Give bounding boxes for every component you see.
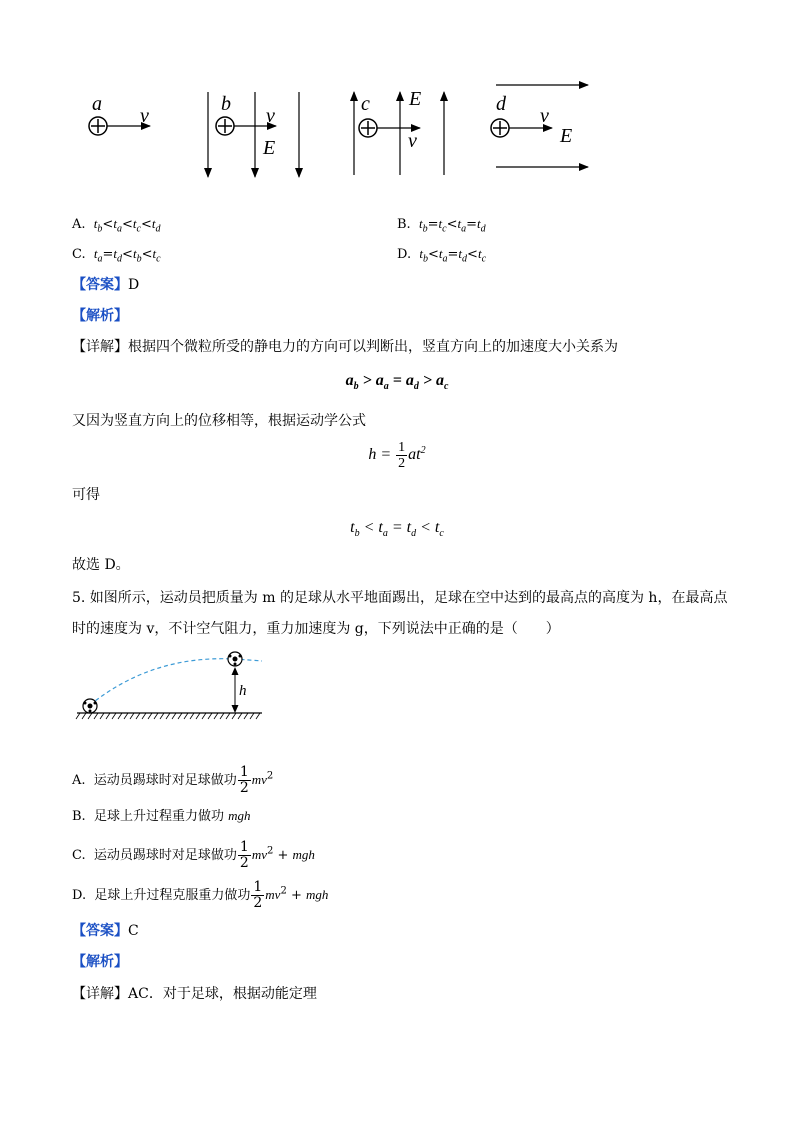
- q5-option-d: D. 足球上升过程克服重力做功 $\frac{1}{2}$ $mv^2$ + mgh: [72, 879, 329, 911]
- q5-detail: 【详解】AC．对于足球，根据动能定理: [72, 986, 317, 1002]
- football-start-icon: [83, 699, 97, 713]
- q4-equation-2: h = $\frac{1}{2}$ $at^2$: [368, 440, 426, 471]
- panel-a-v: v: [140, 105, 149, 127]
- panel-b-E: E: [263, 137, 276, 159]
- q5-option-a: A. 运动员踢球时对足球做功 $\frac{1}{2}$ $mv^2$: [72, 764, 274, 796]
- q5-analysis-tag: 【解析】: [72, 954, 128, 970]
- q5-stem-line2: 时的速度为 v，不计空气阻力，重力加速度为 g，下列说法中正确的是（ ）: [72, 621, 560, 637]
- panel-c-E: E: [409, 88, 422, 110]
- football-top-icon: [228, 652, 242, 666]
- q4-line2: 又因为竖直方向上的位移相等，根据运动学公式: [72, 413, 366, 429]
- q5-option-c: C. 运动员踢球时对足球做功 $\frac{1}{2}$ $mv^2$ + mgh: [72, 839, 315, 871]
- q4-line3: 可得: [72, 487, 100, 503]
- panel-b: [208, 92, 299, 177]
- q4-equation-1: $a_b > a_a = a_d > a_c$: [345, 372, 449, 393]
- panel-c-label: c: [361, 93, 370, 115]
- q5-option-b: B. 足球上升过程重力做功 mgh: [72, 808, 251, 824]
- panel-d-E: E: [560, 125, 573, 147]
- panel-d: [491, 85, 588, 167]
- football-trajectory-figure: [72, 645, 272, 725]
- q4-option-b: B. $t_b=t_c<t_a=t_d$: [397, 216, 486, 235]
- panel-c-v: v: [408, 130, 417, 152]
- q5-stem-line1: 5. 如图所示，运动员把质量为 m 的足球从水平地面踢出，足球在空中达到的最高点的高度为 h，在最高点: [72, 590, 728, 606]
- panel-b-label: b: [221, 93, 231, 115]
- q4-conclusion: 故选 D。: [72, 557, 130, 573]
- q4-answer: 【答案】D: [72, 277, 140, 293]
- panel-d-label: d: [496, 93, 506, 115]
- q4-option-a: A. $t_b<t_a<t_c<t_d$: [72, 216, 161, 235]
- q4-detail: 【详解】根据四个微粒所受的静电力的方向可以判断出，竖直方向上的加速度大小关系为: [72, 339, 618, 355]
- q4-analysis-tag: 【解析】: [72, 308, 128, 324]
- height-label: h: [239, 683, 247, 699]
- panel-a-label: a: [92, 93, 102, 115]
- q5-answer: 【答案】C: [72, 923, 139, 939]
- panel-d-v: v: [540, 105, 549, 127]
- q4-option-d: D. $t_b<t_a=t_d<t_c$: [397, 246, 487, 265]
- panel-a: [89, 93, 150, 135]
- q4-option-c: C. $t_a=t_d<t_b<t_c$: [72, 246, 161, 265]
- particle-field-figure: [80, 70, 610, 185]
- panel-c: [354, 88, 444, 175]
- panel-b-v: v: [266, 105, 275, 127]
- q4-equation-3: $t_b < t_a = t_d < t_c$: [350, 519, 444, 540]
